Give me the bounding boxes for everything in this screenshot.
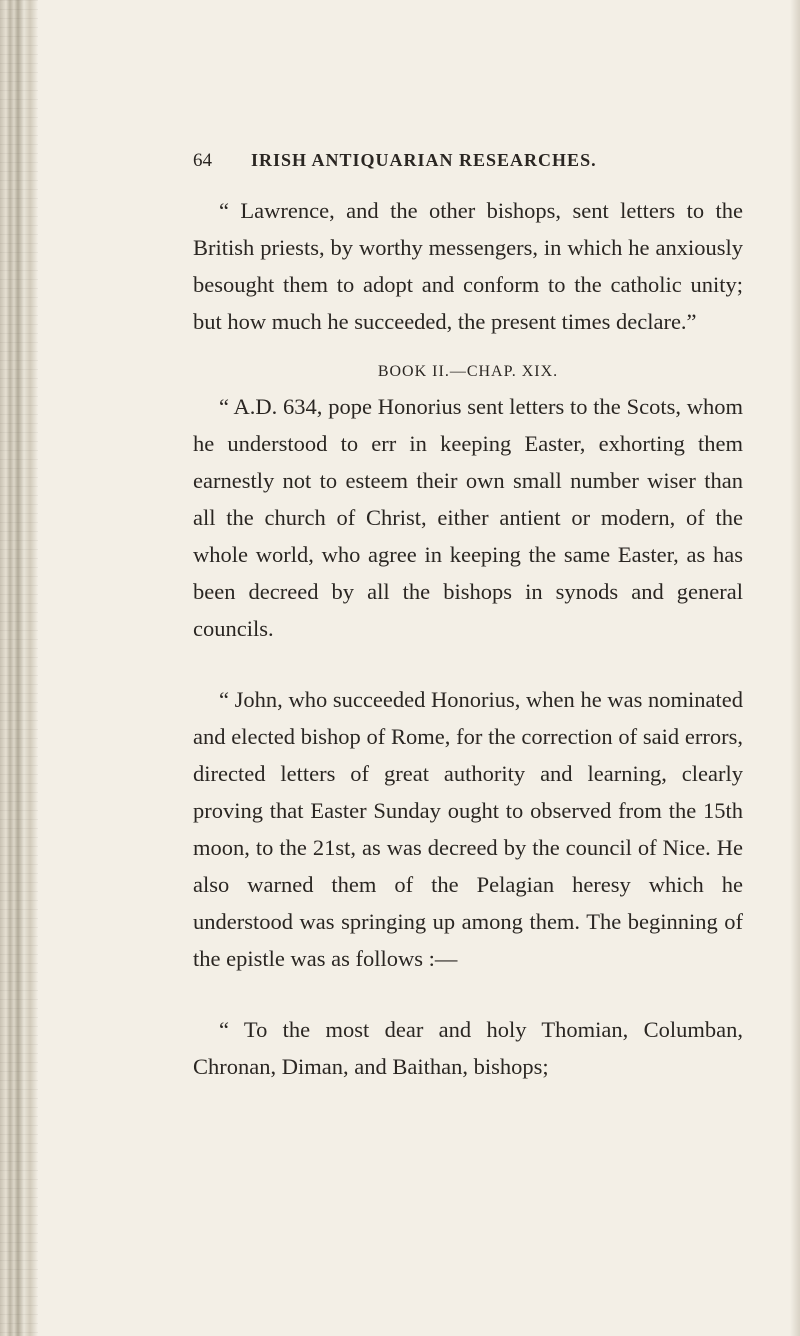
chapter-heading: BOOK II.—CHAP. XIX. [377,363,559,380]
paragraph-spacer [193,977,743,1011]
paragraph-lawrence: “ Lawrence, and the other bishops, sent letters to the British priests, by worthy messengers, in which he anxiously besought them to adopt and conform to the catholic unity; but how much he succeeded, the present times declare.” [193,198,743,334]
paragraph-spacer [193,647,743,681]
paragraph-epistle-opening: “ To the most dear and holy Thomian, Columban, Chronan, Diman, and Baithan, bishops; [193,1017,743,1079]
page-edge-shadow [790,0,800,1336]
running-header [193,150,743,178]
paragraph-honorius: “ A.D. 634, pope Honorius sent letters to the Scots, whom he understood to err in keeping Easter, exhorting them earnestly not to esteem their own small number wiser than all the church of Christ, either antient or modern, of the whole world, who agree in keeping the same Easter, as has been decreed by all the bishops in synods and general councils. [193,394,743,641]
page-number: 64 [193,150,212,171]
running-title: IRISH ANTIQUARIAN RESEARCHES. [251,150,597,170]
book-page [193,150,743,1085]
binding-texture [0,0,38,1336]
paragraph-john: “ John, who succeeded Honorius, when he was nominated and elected bishop of Rome, for the correction of said errors, directed letters of great authority and learning, clearly proving that Easter Sunday ought to observed from the 15th moon, to the 21st, as was decreed by the council of Nice. He also warned them of the Pelagian heresy which he understood was springing up among them. The beginning of the epistle was as follows :— [193,687,743,971]
